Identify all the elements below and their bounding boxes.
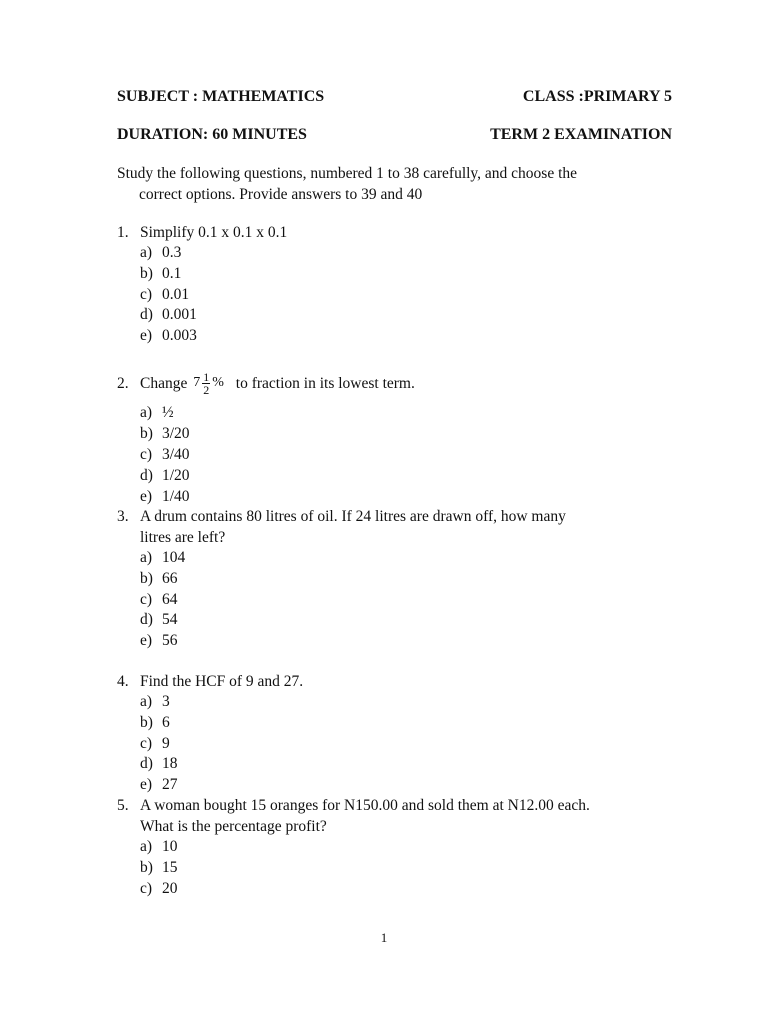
option-e[interactable] bbox=[140, 631, 677, 652]
option-letter: c) bbox=[140, 734, 153, 752]
duration-label: DURATION: 60 MINUTES bbox=[117, 126, 307, 143]
header-row-1 bbox=[117, 88, 672, 106]
question-text: Simplify 0.1 x 0.1 x 0.1 bbox=[140, 224, 288, 241]
header-row-2 bbox=[117, 126, 672, 144]
mixed-whole: 7 bbox=[193, 375, 201, 391]
option-b[interactable] bbox=[140, 569, 677, 590]
option-a[interactable] bbox=[140, 837, 677, 858]
option-text: 3 bbox=[162, 693, 170, 710]
options-list bbox=[117, 692, 677, 796]
option-d[interactable] bbox=[140, 305, 677, 326]
option-letter: c) bbox=[140, 879, 153, 897]
question-text-line-1: A drum contains 80 litres of oil. If 24 litres are drawn off, how many bbox=[140, 508, 566, 525]
option-letter: a) bbox=[140, 549, 153, 566]
option-text: 0.001 bbox=[162, 306, 197, 324]
option-b[interactable] bbox=[140, 713, 677, 734]
option-letter: a) bbox=[140, 838, 153, 855]
instructions bbox=[117, 163, 677, 205]
option-text: 3/40 bbox=[162, 446, 190, 464]
question-5 bbox=[117, 795, 677, 899]
question-text-line-2: What is the percentage profit? bbox=[140, 818, 327, 835]
question-text: Find the HCF of 9 and 27. bbox=[140, 673, 304, 690]
option-letter: a) bbox=[140, 693, 153, 710]
option-e[interactable] bbox=[140, 487, 677, 508]
option-letter: d) bbox=[140, 466, 153, 484]
option-a[interactable] bbox=[140, 548, 677, 569]
option-letter: d) bbox=[140, 755, 153, 773]
percent-sign: % bbox=[212, 375, 224, 391]
option-letter: b) bbox=[140, 569, 153, 587]
option-text: 0.003 bbox=[162, 327, 197, 345]
option-letter: c) bbox=[140, 285, 153, 303]
page-number: 1 bbox=[380, 930, 388, 945]
question-number: 2. bbox=[117, 375, 129, 392]
option-c[interactable] bbox=[140, 590, 677, 611]
option-text: 54 bbox=[162, 611, 178, 629]
option-text: ½ bbox=[162, 404, 174, 422]
options-list bbox=[117, 243, 677, 347]
option-a[interactable] bbox=[140, 243, 677, 264]
option-letter: e) bbox=[140, 487, 153, 505]
question-2 bbox=[117, 371, 677, 507]
fraction-denominator: 2 bbox=[203, 382, 210, 397]
question-1 bbox=[117, 222, 677, 347]
option-letter: b) bbox=[140, 264, 153, 282]
question-text-after: to fraction in its lowest term. bbox=[235, 375, 415, 392]
option-c[interactable] bbox=[140, 445, 677, 466]
options-list bbox=[117, 837, 677, 899]
option-letter: a) bbox=[140, 404, 153, 422]
option-d[interactable] bbox=[140, 754, 677, 775]
option-letter: b) bbox=[140, 713, 153, 731]
option-text: 104 bbox=[162, 549, 186, 566]
question-4 bbox=[117, 671, 677, 796]
option-text: 66 bbox=[162, 569, 178, 587]
question-text-before: Change bbox=[140, 375, 188, 392]
option-letter: e) bbox=[140, 632, 153, 650]
option-letter: b) bbox=[140, 858, 153, 876]
question-text-line-2: litres are left? bbox=[140, 529, 226, 546]
option-a[interactable] bbox=[140, 692, 677, 713]
option-c[interactable] bbox=[140, 285, 677, 306]
question-number: 4. bbox=[117, 673, 129, 690]
option-letter: c) bbox=[140, 590, 153, 608]
option-letter: e) bbox=[140, 327, 153, 345]
option-a[interactable] bbox=[140, 403, 677, 424]
subject-label: SUBJECT : MATHEMATICS bbox=[117, 88, 325, 105]
instructions-line-2: correct options. Provide answers to 39 and 40 bbox=[139, 186, 423, 203]
options-list bbox=[117, 548, 677, 652]
option-b[interactable] bbox=[140, 858, 677, 879]
option-text: 10 bbox=[162, 838, 178, 855]
option-text: 18 bbox=[162, 755, 178, 773]
fraction bbox=[202, 371, 210, 396]
option-text: 1/40 bbox=[162, 487, 190, 505]
class-label: CLASS :PRIMARY 5 bbox=[522, 88, 672, 105]
option-text: 6 bbox=[162, 713, 170, 731]
option-text: 1/20 bbox=[162, 466, 190, 484]
term-label: TERM 2 EXAMINATION bbox=[490, 126, 672, 143]
question-number: 3. bbox=[117, 508, 129, 525]
question-number: 5. bbox=[117, 797, 129, 814]
mixed-number bbox=[193, 370, 224, 396]
option-text: 64 bbox=[162, 590, 178, 608]
option-text: 3/20 bbox=[162, 425, 190, 443]
option-text: 0.1 bbox=[162, 264, 182, 282]
question-number: 1. bbox=[117, 224, 129, 241]
option-c[interactable] bbox=[140, 734, 677, 755]
option-text: 9 bbox=[162, 734, 170, 752]
option-letter: d) bbox=[140, 611, 153, 629]
option-d[interactable] bbox=[140, 610, 677, 631]
option-text: 0.01 bbox=[162, 285, 190, 303]
option-b[interactable] bbox=[140, 264, 677, 285]
option-d[interactable] bbox=[140, 466, 677, 487]
option-letter: a) bbox=[140, 244, 153, 261]
option-letter: c) bbox=[140, 446, 153, 464]
option-b[interactable] bbox=[140, 424, 677, 445]
question-text-line-1: A woman bought 15 oranges for N150.00 and sold them at N12.00 each. bbox=[140, 797, 590, 814]
instructions-line-1: Study the following questions, numbered 1 to 38 carefully, and choose the bbox=[117, 165, 578, 182]
option-c[interactable] bbox=[140, 879, 677, 900]
options-list bbox=[117, 403, 677, 507]
option-text: 56 bbox=[162, 632, 178, 650]
option-text: 15 bbox=[162, 858, 178, 876]
option-e[interactable] bbox=[140, 775, 677, 796]
fraction-numerator: 1 bbox=[203, 369, 210, 384]
option-text: 27 bbox=[162, 776, 178, 794]
option-text: 0.3 bbox=[162, 244, 182, 261]
option-letter: e) bbox=[140, 776, 153, 794]
option-letter: d) bbox=[140, 306, 153, 324]
option-letter: b) bbox=[140, 425, 153, 443]
option-e[interactable] bbox=[140, 326, 677, 347]
question-3 bbox=[117, 506, 677, 652]
option-text: 20 bbox=[162, 879, 178, 897]
